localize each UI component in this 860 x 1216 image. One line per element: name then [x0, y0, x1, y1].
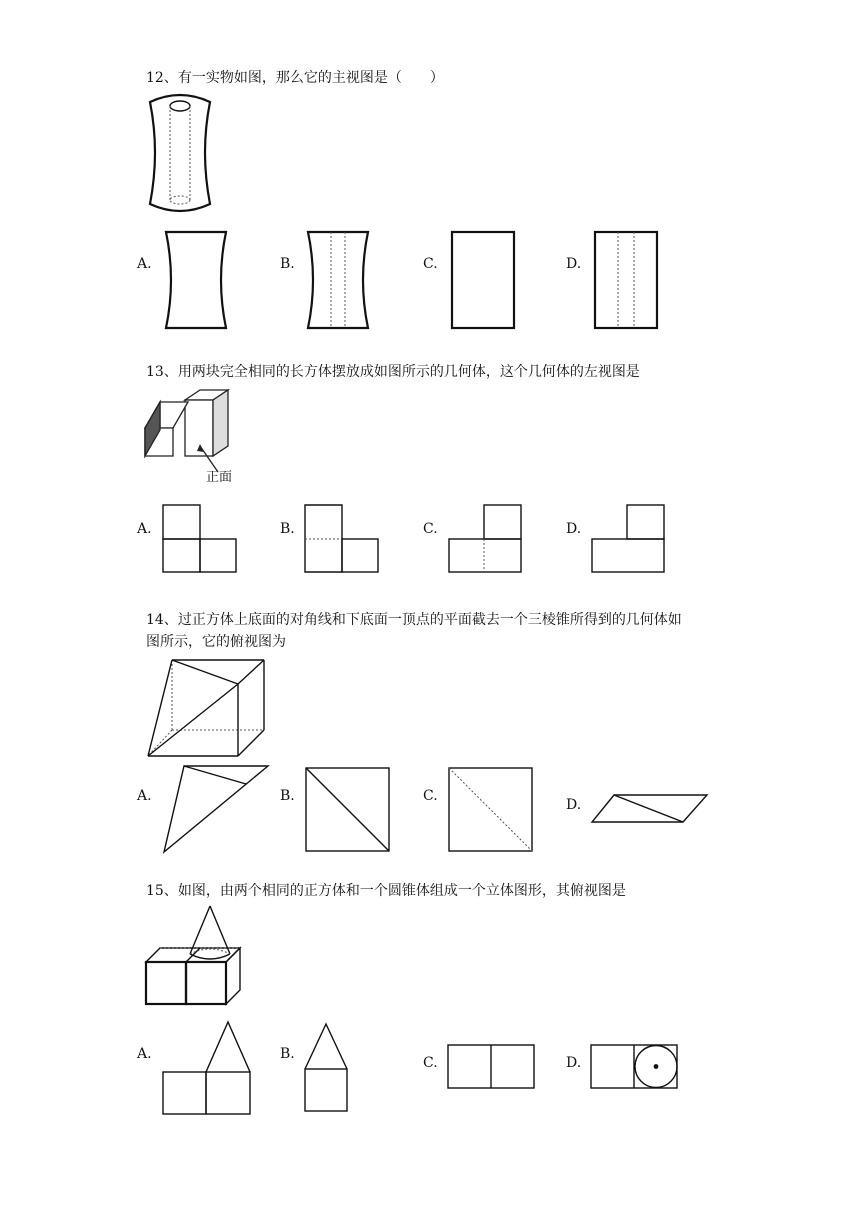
q13-option-a-label: A.: [137, 521, 152, 537]
q12-option-a-label: A.: [137, 256, 152, 272]
q15-option-b-label: B.: [280, 1046, 295, 1062]
q14-option-c-label: C.: [423, 788, 438, 804]
q14-object-figure: [144, 656, 270, 762]
q12-option-b-label: B.: [280, 256, 295, 272]
question-15-text: 15、如图，由两个相同的正方体和一个圆锥体组成一个立体图形，其俯视图是: [146, 883, 626, 899]
q12-object-figure: [140, 92, 220, 216]
q13-option-c-figure[interactable]: [448, 504, 524, 574]
q13-object-figure: [140, 388, 250, 484]
q14-option-a-figure[interactable]: [162, 764, 272, 856]
q12-option-d-label: D.: [566, 256, 582, 272]
question-14-text-line2: 图所示，它的俯视图为: [146, 634, 286, 650]
q13-option-a-figure[interactable]: [162, 504, 238, 574]
q15-object-figure: [144, 904, 244, 1008]
question-13-text: 13、用两块完全相同的长方体摆放成如图所示的几何体，这个几何体的左视图是: [146, 364, 640, 380]
q12-option-d-figure[interactable]: [593, 230, 659, 330]
q14-option-b-label: B.: [280, 788, 295, 804]
question-14-text-line1: 14、过正方体上底面的对角线和下底面一顶点的平面截去一个三棱锥所得到的几何体如: [146, 612, 682, 628]
q12-option-a-figure[interactable]: [160, 230, 232, 330]
q15-option-d-label: D.: [566, 1055, 582, 1071]
q15-option-d-figure[interactable]: [590, 1044, 680, 1090]
q15-option-a-label: A.: [137, 1046, 152, 1062]
q14-option-d-label: D.: [566, 797, 582, 813]
q13-option-c-label: C.: [423, 521, 438, 537]
q15-option-a-figure[interactable]: [162, 1020, 252, 1116]
q12-option-b-figure[interactable]: [302, 230, 374, 330]
q12-option-c-figure[interactable]: [450, 230, 516, 330]
q14-option-d-figure[interactable]: [590, 793, 710, 825]
q12-option-c-label: C.: [423, 256, 438, 272]
q13-option-b-figure[interactable]: [304, 504, 380, 574]
q13-option-d-figure[interactable]: [591, 504, 667, 574]
question-12-text: 12、有一实物如图，那么它的主视图是（ ）: [146, 70, 444, 86]
q13-option-b-label: B.: [280, 521, 295, 537]
q15-option-b-figure[interactable]: [304, 1022, 350, 1114]
q13-option-d-label: D.: [566, 521, 582, 537]
q15-option-c-figure[interactable]: [447, 1044, 537, 1090]
q14-option-a-label: A.: [137, 788, 152, 804]
q14-option-b-figure[interactable]: [305, 767, 391, 853]
q15-option-c-label: C.: [423, 1055, 438, 1071]
q13-front-label: 正面: [206, 470, 233, 485]
q14-option-c-figure[interactable]: [448, 767, 534, 853]
